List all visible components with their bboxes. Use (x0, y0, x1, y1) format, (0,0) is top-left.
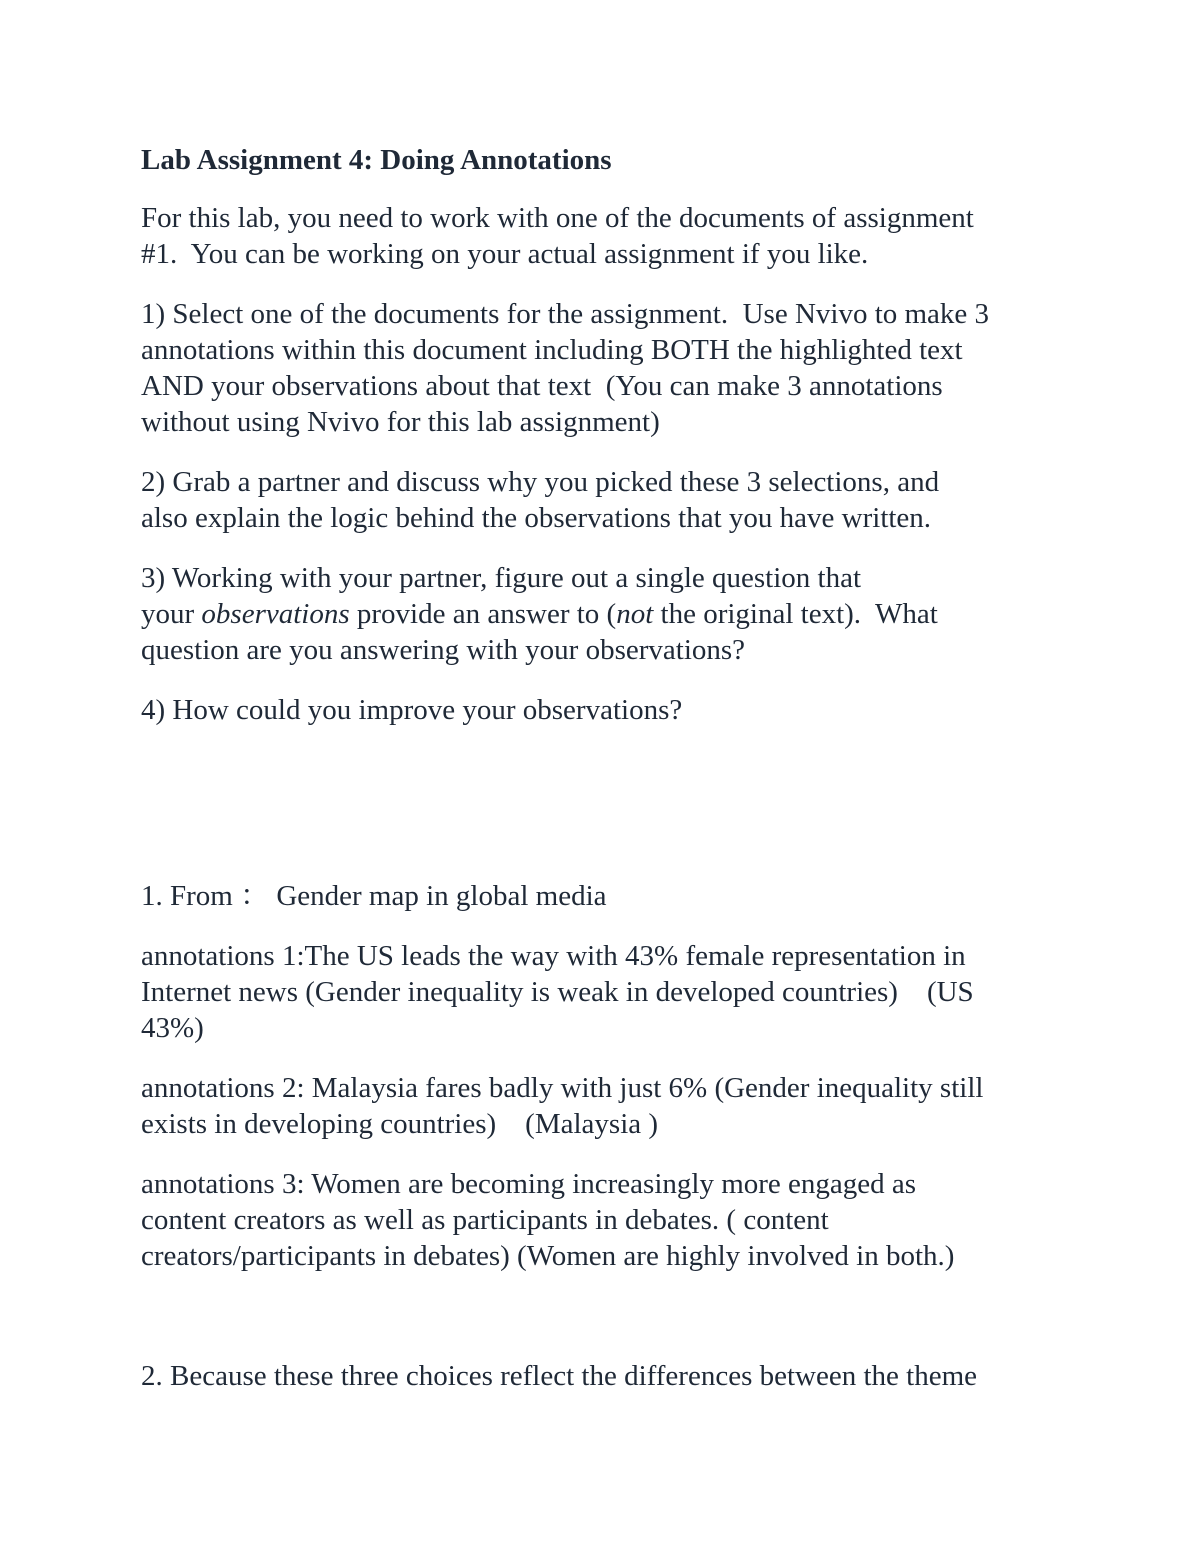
intro-line-1: For this lab, you need to work with one of the documents of assignment (141, 202, 974, 234)
annotation3-line: creators/participants in debates) (Women are highly involved in both.) (141, 1240, 955, 1272)
item3-line-2c: provide an answer to ( (349, 598, 617, 630)
item3-line-2a: your (141, 598, 202, 630)
annotation1-line: Internet news (Gender inequality is weak in developed countries) (US (141, 976, 974, 1008)
item1-line: annotations within this document including BOTH the highlighted text (141, 334, 963, 366)
item3-line-3: question are you answering with your observations? (141, 634, 746, 666)
instruction-item-1 (141, 296, 1081, 440)
document-title: Lab Assignment 4: Doing Annotations (141, 144, 612, 176)
annotation1-line: 43%) (141, 1012, 204, 1044)
blank-space (141, 1298, 1081, 1358)
item1-line: without using Nvivo for this lab assignment) (141, 406, 660, 438)
annotation-3 (141, 1166, 1081, 1274)
intro-paragraph (141, 200, 1081, 272)
annotation3-line: content creators as well as participants in debates. ( content (141, 1204, 829, 1236)
blank-space (141, 752, 1081, 878)
document-content (141, 142, 1081, 1418)
item1-line: 1) Select one of the documents for the assignment. Use Nvivo to make 3 (141, 298, 990, 330)
intro-line-2: #1. You can be working on your actual assignment if you like. (141, 238, 869, 270)
annotation2-line: exists in developing countries) (Malaysia ) (141, 1108, 659, 1140)
annotation3-line: annotations 3: Women are becoming increasingly more engaged as (141, 1168, 917, 1200)
annotation-2 (141, 1070, 1081, 1142)
instruction-item-3 (141, 560, 1081, 668)
item3-emphasis-not: not (616, 598, 654, 630)
item3-emphasis-observations: observations (201, 598, 350, 630)
instruction-item-4: 4) How could you improve your observations? (141, 694, 683, 726)
item3-line-2e: the original text). What (653, 598, 938, 630)
annotation1-line: annotations 1:The US leads the way with 43% female representation in (141, 940, 966, 972)
item2-line: 2) Grab a partner and discuss why you picked these 3 selections, and (141, 466, 940, 498)
instruction-item-2 (141, 464, 1081, 536)
answer-2: 2. Because these three choices reflect the differences between the theme (141, 1360, 978, 1392)
item2-line: also explain the logic behind the observations that you have written. (141, 502, 932, 534)
annotation2-line: annotations 2: Malaysia fares badly with just 6% (Gender inequality still (141, 1072, 984, 1104)
answer-source: 1. From ： Gender map in global media (141, 880, 607, 912)
item1-line: AND your observations about that text (You can make 3 annotations (141, 370, 943, 402)
annotation-1 (141, 938, 1081, 1046)
item3-line-1: 3) Working with your partner, figure out a single question that (141, 562, 862, 594)
